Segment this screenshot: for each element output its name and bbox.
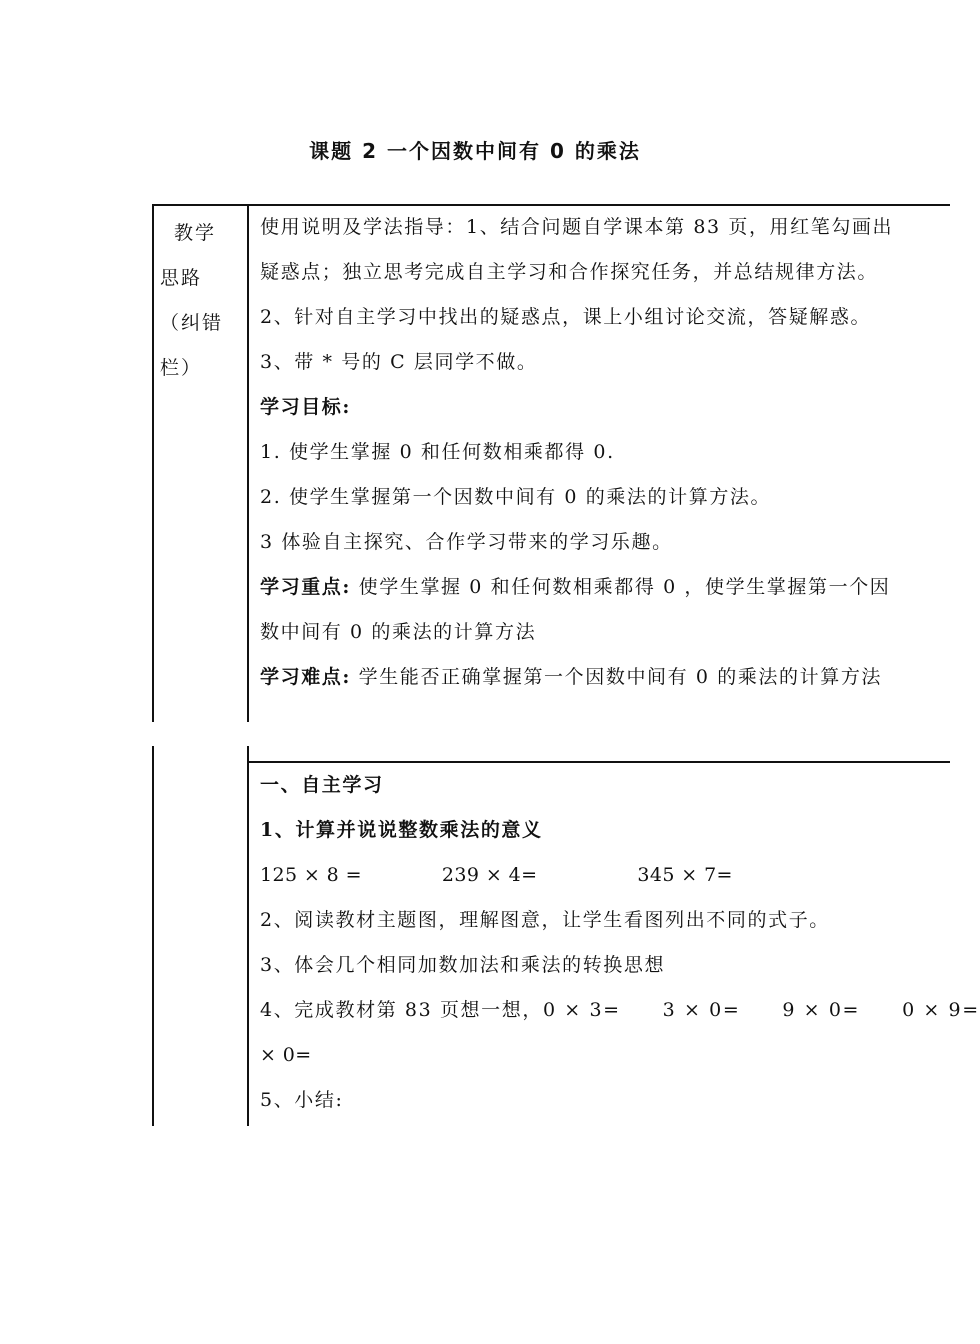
guide-line: 3、带 * 号的 C 层同学不做。 bbox=[260, 351, 538, 373]
key-point-line bbox=[260, 565, 980, 610]
goal-item: 2. 使学生掌握第一个因数中间有 0 的乘法的计算方法。 bbox=[260, 486, 772, 508]
page-title: 课题 2 一个因数中间有 0 的乘法 bbox=[309, 139, 641, 163]
question-line: 2、阅读教材主题图，理解图意，让学生看图列出不同的式子。 bbox=[260, 909, 830, 931]
column-divider bbox=[247, 204, 249, 722]
difficulty-label: 学习难点: bbox=[260, 666, 352, 688]
question-heading: 1、计算并说说整数乘法的意义 bbox=[260, 819, 543, 841]
column-divider-2 bbox=[247, 746, 249, 1126]
self-study-section bbox=[260, 763, 980, 1123]
expression: 0 × 9= bbox=[902, 999, 980, 1021]
key-point-text: 使学生掌握 0 和任何数相乘都得 0 ，使学生掌握第一个因 bbox=[351, 576, 891, 598]
expression: 0 × 3= bbox=[542, 999, 621, 1021]
guide-section bbox=[260, 205, 980, 700]
key-point-label: 学习重点: bbox=[260, 576, 352, 598]
table-left-border bbox=[152, 204, 154, 722]
expression-row bbox=[260, 853, 980, 898]
sidebar-line: 教学 bbox=[174, 222, 217, 244]
question-line: 5、小结: bbox=[260, 1089, 344, 1111]
goal-item: 1. 使学生掌握 0 和任何数相乘都得 0. bbox=[260, 441, 615, 463]
expression: 345 × 7= bbox=[637, 864, 733, 886]
question-line bbox=[260, 988, 980, 1033]
key-point-line: 数中间有 0 的乘法的计算方法 bbox=[260, 621, 537, 643]
guide-line: 使用说明及学法指导：1、结合问题自学课本第 83 页，用红笔勾画出 bbox=[260, 216, 894, 238]
self-study-heading: 一、自主学习 bbox=[260, 774, 384, 796]
goal-item: 3 体验自主探究、合作学习带来的学习乐趣。 bbox=[260, 531, 673, 553]
table-left-border-2 bbox=[152, 746, 154, 1126]
expression: 239 × 4= bbox=[441, 864, 538, 886]
question-text: 4、完成教材第 83 页想一想， bbox=[260, 999, 543, 1021]
guide-line: 2、针对自主学习中找出的疑惑点，课上小组讨论交流，答疑解惑。 bbox=[260, 306, 872, 328]
question-continuation: × 0= bbox=[260, 1044, 312, 1066]
expression: 3 × 0= bbox=[662, 999, 741, 1021]
expression: 125 × 8 = bbox=[260, 864, 362, 886]
sidebar-label bbox=[160, 211, 240, 391]
sidebar-line: 栏） bbox=[160, 357, 203, 379]
difficulty-text: 学生能否正确掌握第一个因数中间有 0 的乘法的计算方法 bbox=[351, 666, 883, 688]
guide-line: 疑惑点；独立思考完成自主学习和合作探究任务，并总结规律方法。 bbox=[260, 261, 879, 283]
question-line: 3、体会几个相同加数加法和乘法的转换思想 bbox=[260, 954, 666, 976]
expression: 9 × 0= bbox=[782, 999, 861, 1021]
goals-heading: 学习目标: bbox=[260, 396, 352, 418]
difficulty-line bbox=[260, 655, 980, 700]
sidebar-line: 思路 bbox=[160, 267, 203, 289]
sidebar-line: （纠错 bbox=[160, 312, 224, 334]
